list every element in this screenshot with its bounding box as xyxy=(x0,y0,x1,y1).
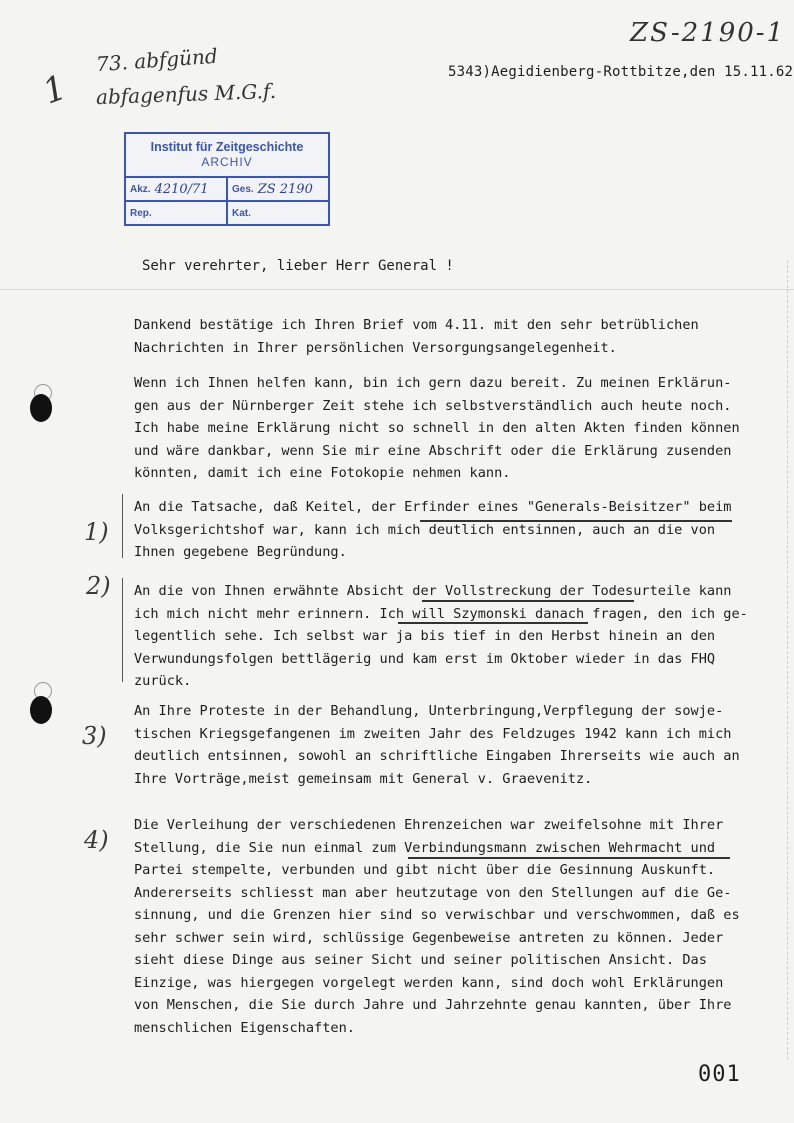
text-line: An die Tatsache, daß Keitel, der Erfinder eines "Generals-Beisitzer" beim xyxy=(134,499,732,515)
stamp-ges-label: Ges. xyxy=(232,183,254,195)
text-line: könnten, damit ich eine Fotokopie nehmen kann. xyxy=(134,465,511,481)
text-line: An Ihre Proteste in der Behandlung, Unterbringung,Verpflegung der sowje- xyxy=(134,703,724,719)
text-line: legentlich sehe. Ich selbst war ja bis tief in den Herbst hinein an den xyxy=(134,628,716,644)
underline-verbindungsmann xyxy=(408,857,730,859)
text-line: Verwundungsfolgen bettlägerig und kam erst im Oktober wieder in das FHQ xyxy=(134,650,716,667)
text-line: Ihnen gegebene Begründung. xyxy=(134,544,347,560)
margin-bracket-2 xyxy=(122,578,123,682)
paragraph-5 xyxy=(134,700,782,790)
stamp-subtitle: ARCHIV xyxy=(201,155,253,169)
text-line: Dankend bestätige ich Ihren Brief vom 4.11. mit den sehr betrüblichen xyxy=(134,317,699,333)
paragraph-3 xyxy=(134,496,782,564)
text-line: Stellung, die Sie nun einmal zum Verbindungsmann zwischen Wehrmacht und xyxy=(134,839,716,856)
text-line: gen aus der Nürnberger Zeit stehe ich selbstverständlich auch heute noch. xyxy=(134,397,732,414)
text-line: Partei stempelte, verbunden und gibt nicht über die Gesinnung Auskunft. xyxy=(134,862,716,878)
paper-fold-line xyxy=(0,289,794,290)
paragraph-6 xyxy=(134,814,782,1039)
text-line: An die von Ihnen erwähnte Absicht der Vollstreckung der Todesurteile kann xyxy=(134,583,732,599)
punch-hole-lower xyxy=(30,696,52,724)
margin-mark-1: 1) xyxy=(84,518,109,546)
stamp-rep-cell xyxy=(126,202,228,224)
text-line: tischen Kriegsgefangenen im zweiten Jahr des Feldzuges 1942 kann ich mich xyxy=(134,725,732,742)
text-line: Andererseits schliesst man aber heutzutage von den Stellungen auf die Ge- xyxy=(134,884,732,901)
margin-bracket-1 xyxy=(122,494,123,558)
handwritten-mark: 1 xyxy=(37,67,72,113)
text-line: ich mich nicht mehr erinnern. Ich will Szymonski danach fragen, den ich ge- xyxy=(134,605,748,622)
stamp-row-1 xyxy=(126,178,328,202)
text-line: sehr schwer sein wird, schlüssige Gegenbeweise antreten zu können. Jeder xyxy=(134,929,724,946)
underline-generals-beisitzer xyxy=(420,520,732,522)
stamp-ges-value: ZS 2190 xyxy=(257,181,313,197)
stamp-akz-value: 4210/71 xyxy=(154,181,209,197)
margin-mark-2: 2) xyxy=(86,572,111,600)
handwritten-note-line1: 73. abfgünd xyxy=(95,43,219,77)
text-line: Ihre Vorträge,meist gemeinsam mit General v. Graevenitz. xyxy=(134,770,593,787)
page-number: 001 xyxy=(698,1062,741,1087)
text-line: sieht diese Dinge aus seiner Sicht und seiner politischen Ansicht. Das xyxy=(134,952,707,968)
text-line: zurück. xyxy=(134,673,192,689)
margin-mark-3: 3) xyxy=(82,722,107,750)
paper-edge xyxy=(783,260,788,1060)
stamp-ges-cell xyxy=(228,178,328,200)
text-line: menschlichen Eigenschaften. xyxy=(134,1019,355,1036)
stamp-kat-cell xyxy=(228,202,328,224)
dateline: 5343)Aegidienberg-Rottbitze,den 15.11.62 xyxy=(448,64,794,80)
text-line: Wenn ich Ihnen helfen kann, bin ich gern dazu bereit. Zu meinen Erklärun- xyxy=(134,375,732,391)
text-line: Nachrichten in Ihrer persönlichen Versorgungsangelegenheit. xyxy=(134,339,617,356)
stamp-kat-label: Kat. xyxy=(232,207,251,219)
text-line: deutlich entsinnen, sowohl an schriftliche Eingaben Ihrerseits wie auch an xyxy=(134,748,740,764)
punch-hole-upper xyxy=(30,394,52,422)
archive-stamp xyxy=(124,132,330,226)
stamp-akz-label: Akz. xyxy=(130,183,151,195)
text-line: Einzige, was hiergegen vorgelegt werden kann, sind doch wohl Erklärungen xyxy=(134,974,724,991)
text-line: und wäre dankbar, wenn Sie mir eine Abschrift oder die Erklärung zusenden xyxy=(134,442,732,459)
stamp-title: Institut für Zeitgeschichte xyxy=(150,140,304,154)
text-line: Volksgerichtshof war, kann ich mich deutlich entsinnen, auch an die von xyxy=(134,521,716,538)
text-line: Ich habe meine Erklärung nicht so schnell in den alten Akten finden können xyxy=(134,420,740,436)
stamp-row-2 xyxy=(126,202,328,224)
underline-vollstreckung xyxy=(422,600,634,602)
text-line: von Menschen, die Sie durch Jahre und Jahrzehnte genau kannten, über Ihre xyxy=(134,997,732,1013)
handwritten-note-line2: abfagenfus M.G.f. xyxy=(95,78,277,110)
paragraph-4 xyxy=(134,580,782,693)
paragraph-2 xyxy=(134,372,782,485)
salutation: Sehr verehrter, lieber Herr General ! xyxy=(142,258,454,274)
stamp-akz-cell xyxy=(126,178,228,200)
stamp-rep-label: Rep. xyxy=(130,207,152,219)
text-line: sinnung, und die Grenzen hier sind so verwischbar und verschwommen, daß es xyxy=(134,907,740,923)
paragraph-1 xyxy=(134,314,782,359)
text-line: Die Verleihung der verschiedenen Ehrenzeichen war zweifelsohne mit Ihrer xyxy=(134,817,724,833)
file-reference-handwritten: ZS-2190-1 xyxy=(630,18,786,48)
margin-mark-4: 4) xyxy=(84,826,109,854)
underline-szymonski xyxy=(398,622,588,624)
stamp-header xyxy=(126,134,328,178)
